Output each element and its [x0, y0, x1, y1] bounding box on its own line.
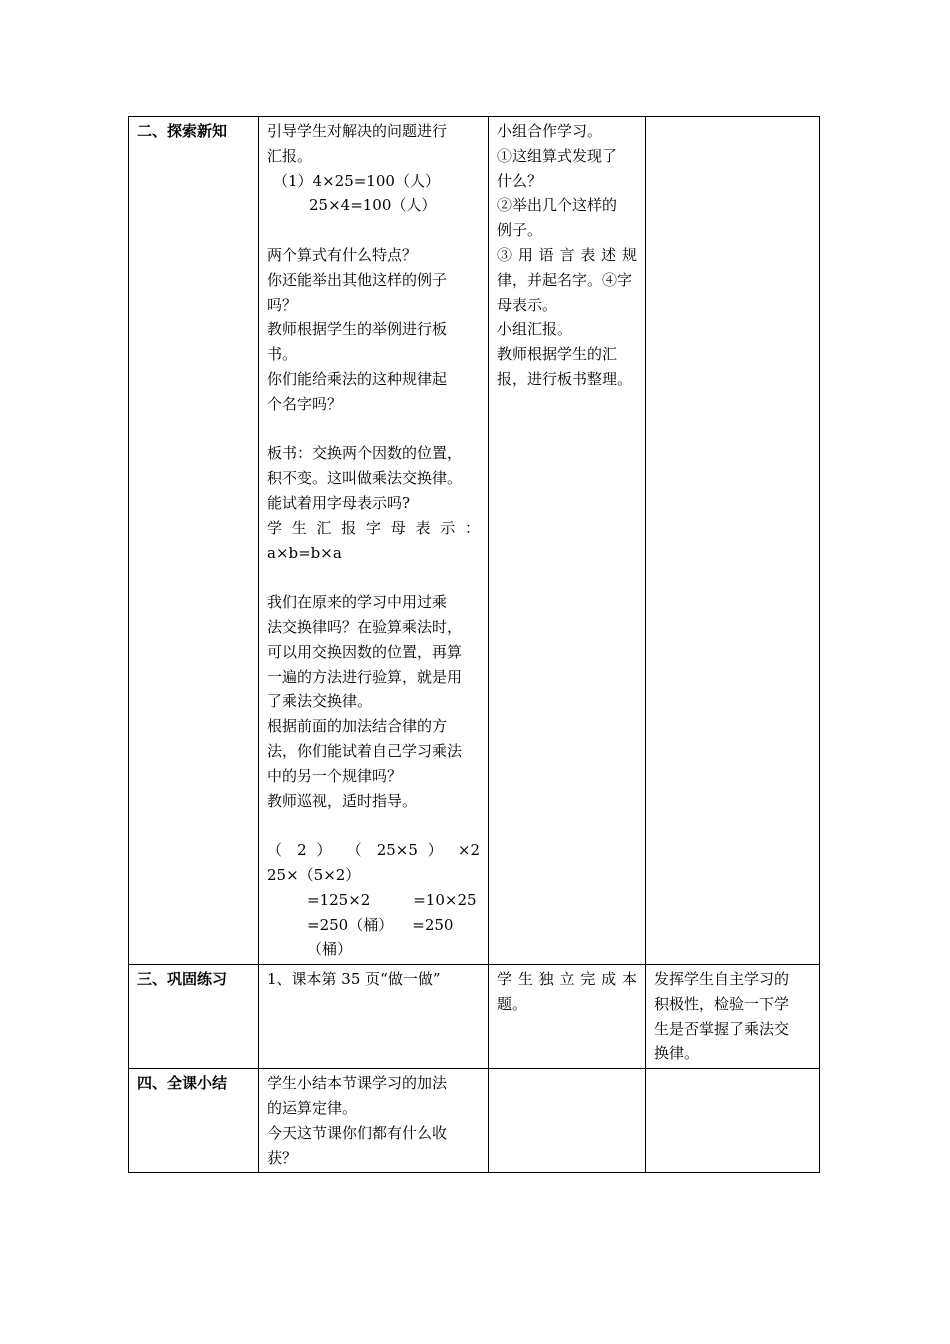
student-activity-cell: [489, 965, 646, 1069]
text-line: 学 生 汇 报 字 母 表 示 ：: [267, 518, 480, 537]
text-line: 一遍的方法进行验算，就是用: [267, 667, 463, 686]
text-line: 中的另一个规律吗？: [267, 766, 403, 785]
text-line: 根据前面的加法结合律的方: [267, 717, 448, 736]
text-line: 你们能给乘法的这种规律起: [267, 369, 448, 388]
text-line: 引导学生对解决的问题进行: [267, 122, 448, 140]
teacher-activity-cell: [259, 1069, 489, 1173]
text-line: 报，进行板书整理。: [497, 369, 633, 388]
text-line: 母表示。: [497, 295, 558, 314]
text-line: （ 2 ） （ 25×5 ） ×2: [267, 841, 480, 860]
teacher-activity-cell: [259, 965, 489, 1069]
text-line: 生是否掌握了乘法交: [654, 1019, 790, 1038]
text-line: 25×（5×2）: [267, 865, 361, 884]
text-line: 法，你们能试着自己学习乘法: [267, 741, 463, 760]
text-line: a×b=b×a: [267, 543, 342, 562]
text-line: 两个算式有什么特点？: [267, 245, 418, 264]
text-line: 板书：交换两个因数的位置，: [267, 444, 463, 463]
design-intent-cell: [646, 1069, 820, 1173]
text-line: 你还能举出其他这样的例子: [267, 270, 448, 289]
text-line: ③用语言表述规: [497, 245, 637, 264]
design-intent-cell: [646, 117, 820, 965]
design-intent-cell: [646, 965, 820, 1069]
text-line: 可以用交换因数的位置，再算: [267, 642, 463, 661]
blank-line: [267, 565, 480, 590]
text-line: 学生独立完成本: [497, 970, 637, 989]
text-line: 个名字吗？: [267, 394, 343, 413]
blank-line: [267, 218, 480, 243]
table-row: [129, 117, 820, 965]
text-line: 教师巡视，适时指导。: [267, 791, 418, 810]
text-line: （1）4×25=100（人）: [273, 171, 440, 190]
stage-cell: 四、全课小结: [129, 1069, 259, 1173]
teacher-activity-cell: [259, 117, 489, 965]
student-activity-cell: [489, 117, 646, 965]
text-line: 了乘法交换律。: [267, 692, 373, 711]
text-line: 积不变。这叫做乘法交换律。: [267, 469, 463, 488]
blank-line: [267, 417, 480, 442]
stage-cell: 三、巩固练习: [129, 965, 259, 1069]
text-line: 教师根据学生的汇: [497, 345, 618, 364]
table-row: [129, 965, 820, 1069]
text-line: 获？: [267, 1148, 298, 1167]
stage-cell: 二、探索新知: [129, 117, 259, 965]
text-line: 积极性，检验一下学: [654, 994, 790, 1013]
text-line: 律，并起名字。④字: [497, 270, 633, 289]
lesson-plan-table: [128, 116, 820, 1173]
text-line: 换律。: [654, 1044, 700, 1063]
text-line: 例子。: [497, 221, 543, 240]
text-line: 小组合作学习。: [497, 122, 603, 140]
text-line: 题。: [497, 994, 528, 1013]
blank-line: [267, 813, 480, 838]
text-line: 书。: [267, 345, 298, 364]
text-line: 今天这节课你们都有什么收: [267, 1123, 448, 1142]
text-line: 法交换律吗？在验算乘法时，: [267, 617, 463, 636]
text-line: 什么？: [497, 171, 543, 190]
text-line: 发挥学生自主学习的: [654, 970, 790, 989]
text-line: 教师根据学生的举例进行板: [267, 320, 448, 339]
text-line: 25×4=100（人）: [309, 196, 437, 215]
text-line: 我们在原来的学习中用过乘: [267, 593, 448, 612]
table-row: [129, 1069, 820, 1173]
student-activity-cell: [489, 1069, 646, 1173]
text-line: ①这组算式发现了: [497, 146, 618, 165]
text-line: 能试着用字母表示吗?: [267, 493, 411, 512]
text-line: 学生小结本节课学习的加法: [267, 1074, 448, 1093]
text-line: =125×2 =10×25: [307, 890, 477, 909]
text-line: 吗？: [267, 295, 298, 314]
text-line: 的运算定律。: [267, 1099, 358, 1118]
text-line: ②举出几个这样的: [497, 196, 618, 215]
text-line: 小组汇报。: [497, 320, 573, 339]
text-line: 汇报。: [267, 146, 313, 165]
text-line: 1、课本第 35 页“做一做”: [267, 970, 441, 989]
text-line: =250（桶） =250（桶）: [307, 915, 454, 959]
